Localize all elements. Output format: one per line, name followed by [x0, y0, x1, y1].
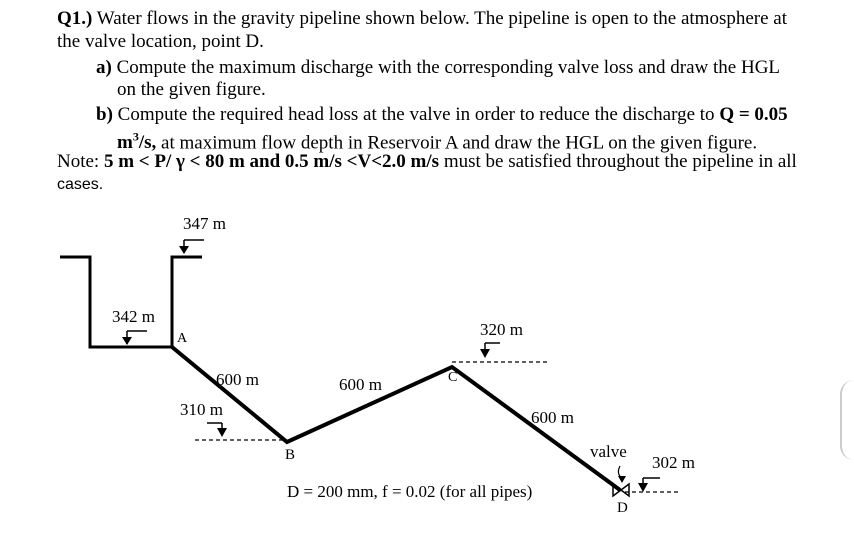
part-a-label: a): [96, 57, 112, 78]
part-b-text-1: Compute the required head loss at the valve in order to reduce the discharge to: [117, 104, 715, 125]
question-intro-1: Water flows in the gravity pipeline shown below. The pipeline is open to the atmosphere at: [96, 8, 787, 29]
elevation-310-label: 310 m: [180, 400, 223, 419]
question-number: Q1.): [57, 8, 93, 29]
length-bc-label: 600 m: [339, 375, 382, 394]
water-level-347-marker: [179, 240, 204, 254]
part-b-discharge: Q = 0.05: [719, 104, 788, 125]
part-b-text-2: at maximum flow depth in Reservoir A and draw the HGL on the given figure.: [161, 132, 758, 154]
point-c-label: C: [448, 370, 458, 385]
pipe-info-label: D = 200 mm, f = 0.02 (for all pipes): [287, 482, 533, 501]
water-level-342-marker: [122, 331, 147, 345]
elevation-342-label: 342 m: [112, 307, 155, 326]
point-b-label: B: [285, 447, 296, 463]
elevation-347-label: 347 m: [183, 214, 226, 233]
question-intro-2: the valve location, point D.: [57, 31, 264, 52]
valve-label: valve: [590, 442, 627, 461]
note-label: Note:: [57, 151, 100, 172]
elevation-302-marker: [625, 478, 680, 492]
note-rest: must be satisfied throughout the pipeline in all: [443, 151, 797, 172]
point-a-label: A: [177, 331, 188, 346]
elevation-320-marker: [452, 343, 548, 362]
note-conditions: 5 m < P/ γ < 80 m and 0.5 m/s <V<2.0 m/s: [103, 151, 440, 172]
elevation-320-label: 320 m: [480, 320, 523, 339]
scroll-edge: [840, 380, 854, 460]
part-b-unit: $m^3/s$,: [117, 130, 157, 154]
point-d-label: D: [617, 500, 628, 516]
part-a-text-1: Compute the maximum discharge with the corresponding valve loss and draw the HGL: [116, 57, 781, 78]
part-a-text-2: on the given figure.: [117, 79, 266, 100]
length-ab-label: 600 m: [216, 370, 259, 389]
elevation-302-label: 302 m: [652, 453, 695, 472]
length-cd-label: 600 m: [531, 408, 574, 427]
part-b-label: b): [96, 104, 113, 125]
note-line-2: cases.: [57, 176, 104, 193]
